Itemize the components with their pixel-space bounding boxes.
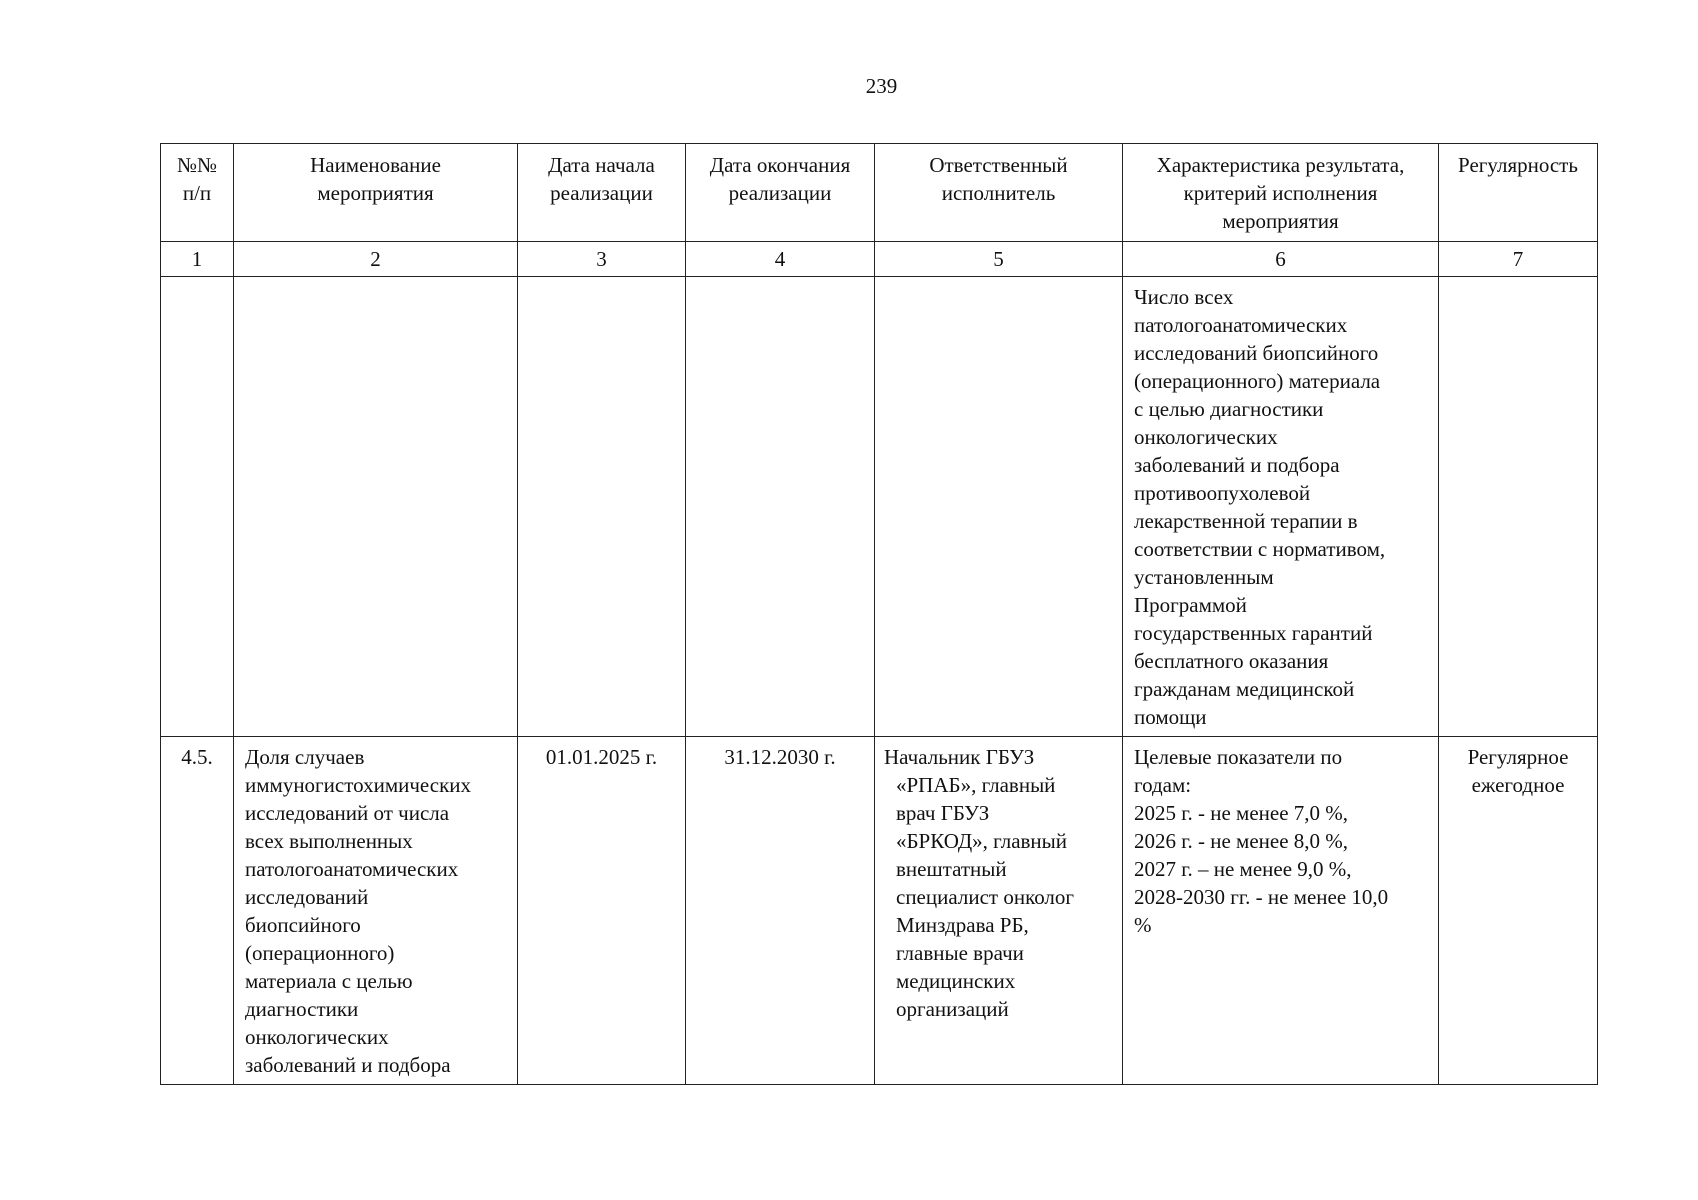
column-number: 7 — [1439, 242, 1598, 277]
header-col-start-date: Дата начала реализации — [518, 144, 686, 242]
header-col-end-date: Дата окончания реализации — [686, 144, 875, 242]
header-col-number: №№ п/п — [161, 144, 234, 242]
regularity-cell: Регулярное ежегодное — [1439, 737, 1598, 1085]
column-number: 1 — [161, 242, 234, 277]
table-row-4-5 — [161, 737, 1598, 1085]
column-number: 6 — [1123, 242, 1439, 277]
start-date-cell: 01.01.2025 г. — [518, 737, 686, 1085]
column-number: 4 — [686, 242, 875, 277]
characteristic-cell: Целевые показатели по годам: 2025 г. - не менее 7,0 %, 2026 г. - не менее 8,0 %, 2027 г. – не менее 9,0 %, 2028-2030 гг. - не менее 10,0 % — [1123, 737, 1439, 1085]
measures-table — [160, 143, 1598, 1085]
header-col-characteristic: Характеристика результата, критерий исполнения мероприятия — [1123, 144, 1439, 242]
table-header-row — [161, 144, 1598, 242]
header-col-responsible: Ответственный исполнитель — [875, 144, 1123, 242]
measure-name-cell: Доля случаев иммуногистохимических исследований от числа всех выполненных патологоанатомических исследований биопсийного (операционного) материала с целью диагностики онкологических заболеваний и подбора — [234, 737, 518, 1085]
characteristic-cell: Число всех патологоанатомических исследований биопсийного (операционного) материала с целью диагностики онкологических заболеваний и подбора противоопухолевой лекарственной терапии в соответствии с нормативом, установленным Программой государственных гарантий бесплатного оказания гражданам медицинской помощи — [1123, 277, 1439, 737]
empty-cell — [234, 277, 518, 737]
row-number-cell: 4.5. — [161, 737, 234, 1085]
responsible-cell: Начальник ГБУЗ «РПАБ», главный врач ГБУЗ «БРКОД», главный внештатный специалист онколог Минздрава РБ, главные врачи медицинских организаций — [875, 737, 1123, 1085]
empty-cell — [518, 277, 686, 737]
column-number: 3 — [518, 242, 686, 277]
header-col-regularity: Регулярность — [1439, 144, 1598, 242]
table-row-continuation — [161, 277, 1598, 737]
end-date-cell: 31.12.2030 г. — [686, 737, 875, 1085]
column-number-row — [161, 242, 1598, 277]
header-col-name: Наименование мероприятия — [234, 144, 518, 242]
empty-cell — [1439, 277, 1598, 737]
page-number: 239 — [865, 74, 898, 98]
empty-cell — [686, 277, 875, 737]
column-number: 2 — [234, 242, 518, 277]
column-number: 5 — [875, 242, 1123, 277]
empty-cell — [161, 277, 234, 737]
empty-cell — [875, 277, 1123, 737]
